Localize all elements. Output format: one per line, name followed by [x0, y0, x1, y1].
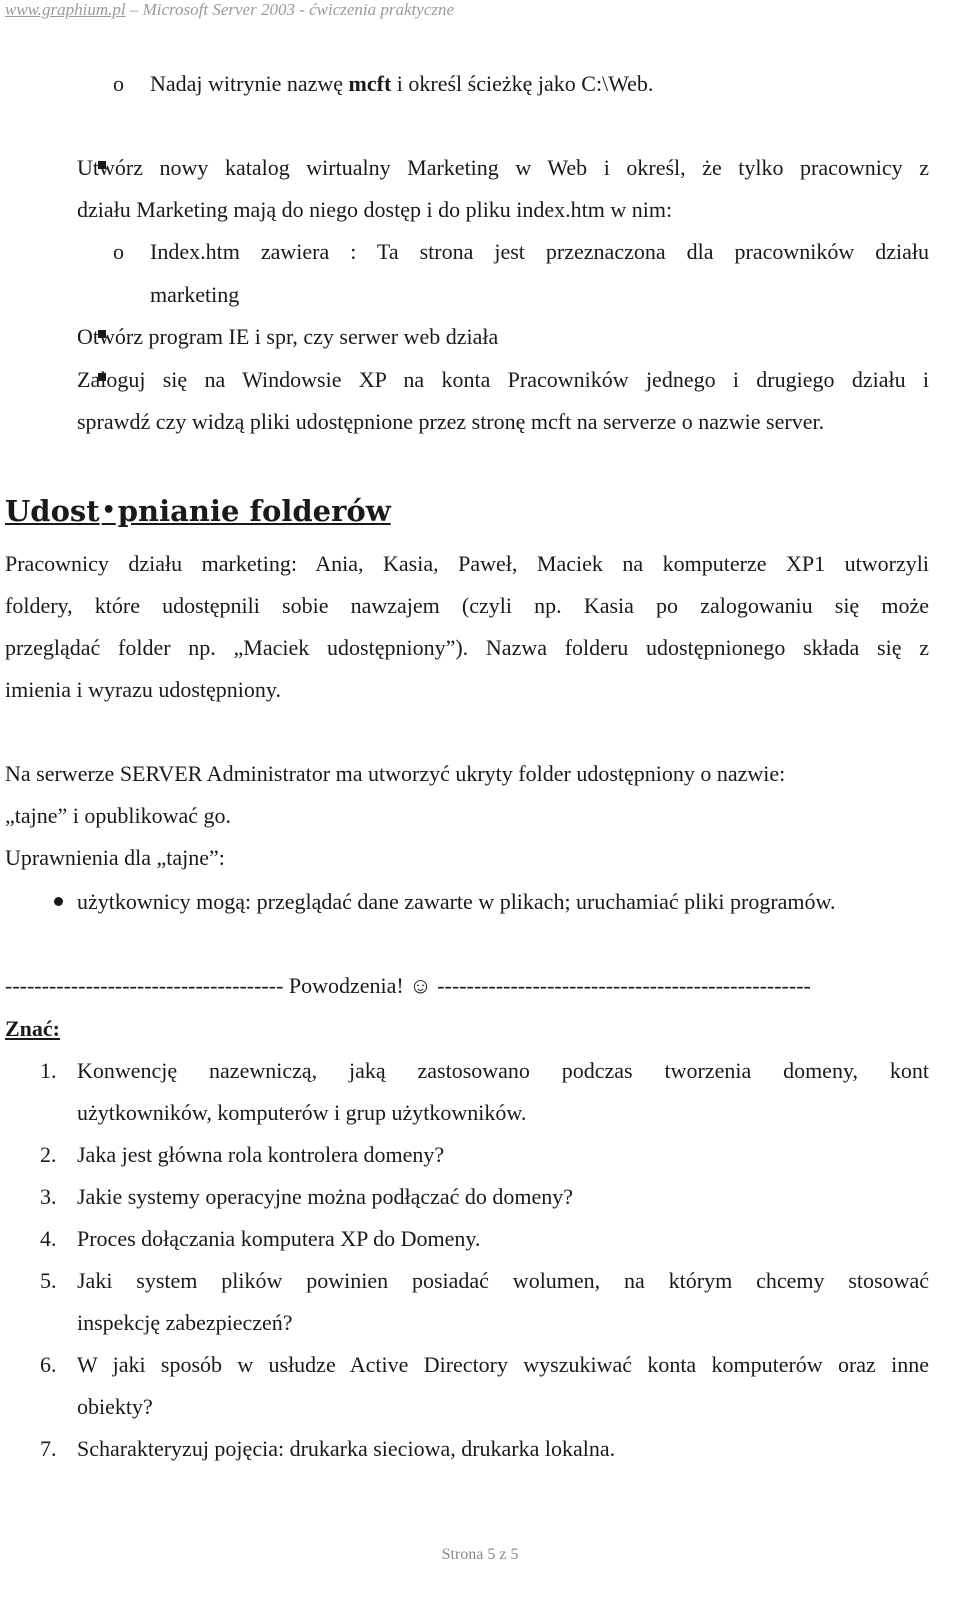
znac-title: Znać:	[5, 1016, 60, 1041]
q6-line-1: W jaki sposób w usłudze Active Directory wyszukiwać konta komputerów oraz inne	[77, 1352, 929, 1377]
q2-number: 2.	[40, 1142, 57, 1167]
q6-number: 6.	[40, 1352, 57, 1377]
header-site: www.graphium.pl	[5, 0, 126, 19]
q1-line-1: Konwencję nazewniczą, jaką zastosowano podczas tworzenia domeny, kont	[77, 1058, 929, 1083]
item-2-line-1: Utwórz nowy katalog wirtualny Marketing w Web i określ, że tylko pracownicy z	[77, 155, 929, 180]
paragraph-1-line-2: foldery, które udostępnili sobie nawzajem (czyli np. Kasia po zalogowaniu się może	[5, 593, 929, 618]
paragraph-2-line-2: „tajne” i opublikować go.	[5, 803, 232, 828]
circle-bullet-icon: o	[113, 71, 124, 96]
paragraph-3: Uprawnienia dla „tajne”:	[5, 845, 225, 870]
item-1-bold: mcft	[348, 71, 392, 96]
q1-number: 1.	[40, 1058, 57, 1083]
q4-number: 4.	[40, 1226, 57, 1251]
heading-part-a: Udost	[5, 494, 100, 528]
item-2-line-2: działu Marketing mają do niego dostęp i do pliku index.htm w nim:	[77, 197, 673, 222]
item-1	[150, 70, 653, 98]
q5-line-2: inspekcję zabezpieczeń?	[77, 1310, 293, 1335]
q5-number: 5.	[40, 1268, 57, 1293]
item-2-sub-line-1: Index.htm zawiera : Ta strona jest przeznaczona dla pracowników działu	[150, 239, 929, 264]
q4-text: Proces dołączania komputera XP do Domeny.	[77, 1226, 481, 1251]
q2-text: Jaka jest główna rola kontrolera domeny?	[77, 1142, 445, 1167]
paragraph-3-bullet: użytkownicy mogą: przeglądać dane zawarte w plikach; uruchamiać pliki programów.	[77, 889, 836, 914]
item-4-line-1: Zaloguj się na Windowsie XP na konta Pracowników jednego i drugiego działu i	[77, 367, 929, 392]
paragraph-1-line-1: Pracownicy działu marketing: Ania, Kasia, Paweł, Maciek na komputerze XP1 utworzyli	[5, 551, 929, 576]
q3-text: Jakie systemy operacyjne można podłączać do domeny?	[77, 1184, 574, 1209]
heading-part-b: pnianie folderów	[117, 494, 391, 528]
paragraph-1-line-3: przeglądać folder np. „Maciek udostępniony”). Nazwa folderu udostępnionego składa się z	[5, 635, 929, 660]
item-1-text-a: Nadaj witrynie nazwę	[150, 71, 349, 96]
page-footer: Strona 5 z 5	[441, 1546, 519, 1563]
item-1-text-b: i określ ścieżkę jako C:\Web.	[391, 71, 654, 96]
header-title: – Microsoft Server 2003 - ćwiczenia praktyczne	[125, 0, 455, 19]
q6-line-2: obiekty?	[77, 1394, 153, 1419]
page-header	[5, 0, 454, 20]
section-heading	[5, 494, 391, 532]
paragraph-2-line-1: Na serwerze SERVER Administrator ma utworzyć ukryty folder udostępniony o nazwie:	[5, 761, 786, 786]
q5-line-1: Jaki system plików powinien posiadać wolumen, na którym chcemy stosować	[77, 1268, 929, 1293]
separator-line: -------------------------------------- Powodzenia! ☺ ---------------------------------------------------	[5, 973, 811, 998]
item-4-line-2: sprawdź czy widzą pliki udostępnione przez stronę mcft na serverze o nazwie server.	[77, 409, 825, 434]
q3-number: 3.	[40, 1184, 57, 1209]
circle-bullet-icon: o	[113, 239, 124, 264]
item-3: Otwórz program IE i spr, czy serwer web działa	[77, 324, 499, 349]
q7-number: 7.	[40, 1436, 57, 1461]
heading-bullet: •	[101, 498, 116, 523]
round-bullet-icon	[54, 897, 63, 906]
q7-text: Scharakteryzuj pojęcia: drukarka sieciowa, drukarka lokalna.	[77, 1436, 616, 1461]
item-2-sub-line-2: marketing	[150, 282, 240, 307]
q1-line-2: użytkowników, komputerów i grup użytkowników.	[77, 1100, 527, 1125]
paragraph-1-line-4: imienia i wyrazu udostępniony.	[5, 677, 281, 702]
